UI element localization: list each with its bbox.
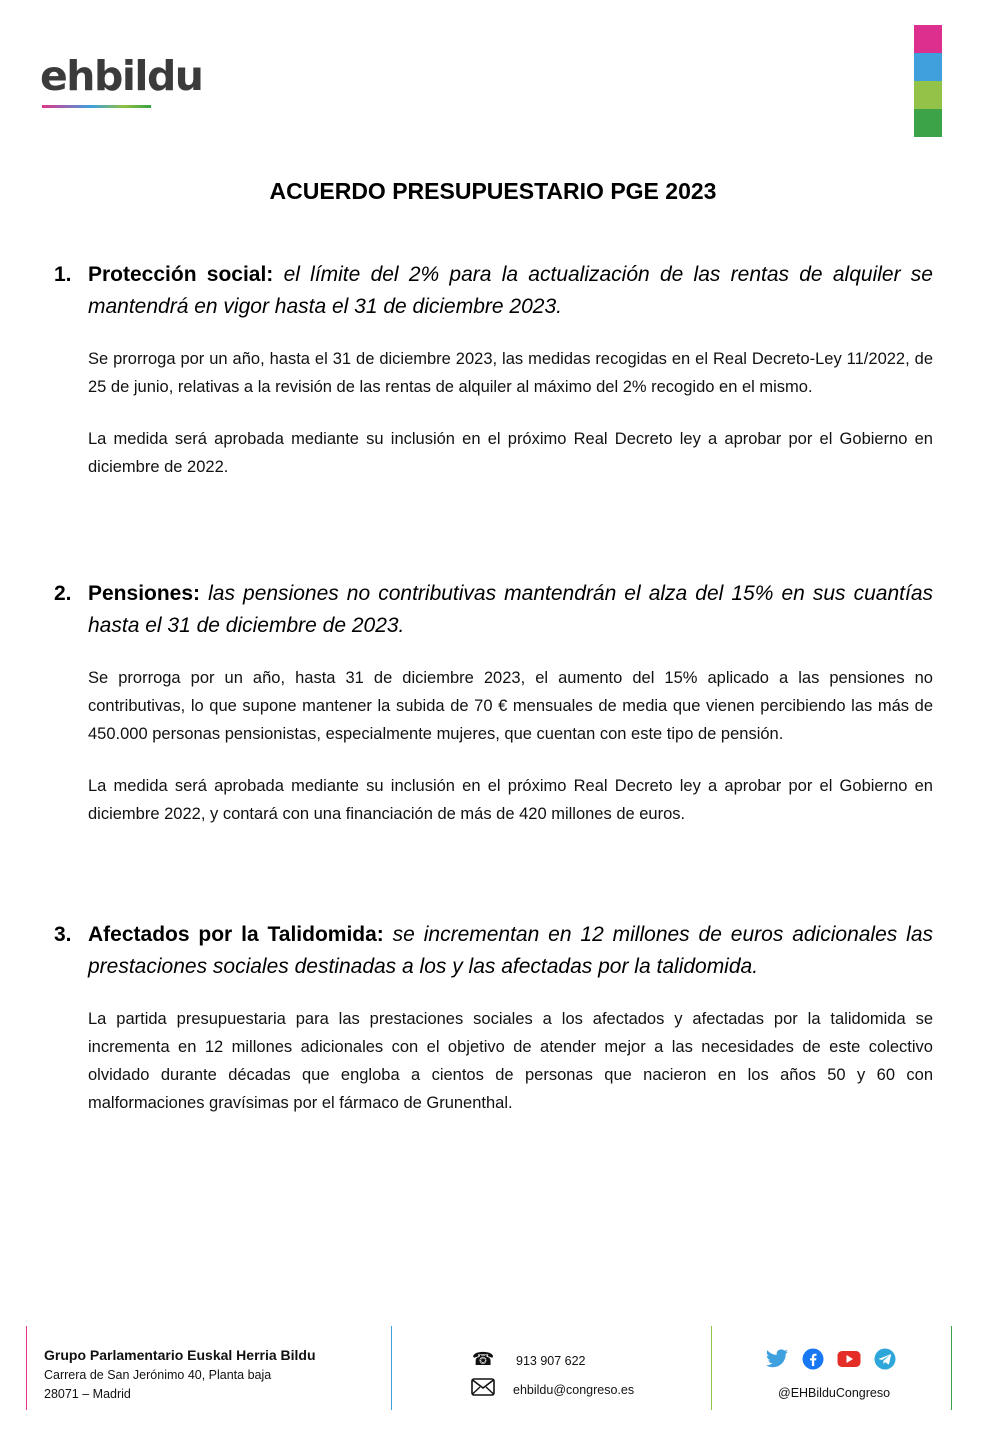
section-paragraph: Se prorroga por un año, hasta 31 de diciembre 2023, el aumento del 15% aplicado a las pensiones no contributivas, lo que supone mantener la subida de 70 € mensuales de media que vienen percibiendo las más de 450.000 personas pensionistas, especialmente mujeres, que cuentan con este tipo de pensión. — [88, 669, 933, 743]
section-number: 3. — [54, 923, 72, 946]
section-label: Protección social: — [88, 263, 274, 286]
section-label: Afectados por la Talidomida: — [88, 923, 384, 946]
footer-org-name: Grupo Parlamentario Euskal Herria Bildu — [44, 1347, 316, 1363]
section-summary: el límite del 2% para la actualización de las rentas de alquiler se mantendrá en vigor hasta el 31 de diciembre 2023. — [88, 263, 933, 318]
section-talidomida — [54, 919, 933, 1117]
facebook-icon[interactable] — [800, 1348, 826, 1370]
section-paragraph: La medida será aprobada mediante su inclusión en el próximo Real Decreto ley a aprobar por el Gobierno en diciembre de 2022. — [88, 430, 933, 476]
footer-email[interactable]: ehbildu@congreso.es — [513, 1383, 635, 1397]
mail-icon — [471, 1378, 495, 1396]
section-number: 2. — [54, 582, 72, 605]
section-heading — [54, 919, 933, 983]
section-number: 1. — [54, 263, 72, 286]
ehbildu-logo — [40, 50, 220, 112]
footer-divider-lightgreen — [711, 1326, 712, 1410]
footer-address-line1: Carrera de San Jerónimo 40, Planta baja — [44, 1368, 272, 1382]
phone-icon: ☎ — [472, 1349, 495, 1369]
footer-address-line2: 28071 – Madrid — [44, 1387, 131, 1401]
footer-social-handle[interactable]: @EHBilduCongreso — [778, 1386, 891, 1400]
section-paragraph: La medida será aprobada mediante su inclusión en el próximo Real Decreto ley a aprobar por el Gobierno en diciembre 2022, y contará con una financiación de más de 420 millones de euros. — [88, 777, 933, 823]
twitter-icon[interactable] — [764, 1348, 790, 1370]
social-icons — [764, 1348, 898, 1370]
section-pensiones — [54, 578, 933, 828]
document-title: ACUERDO PRESUPUESTARIO PGE 2023 — [269, 178, 717, 204]
section-summary: las pensiones no contributivas mantendrán el alza del 15% en sus cuantías hasta el 31 de diciembre de 2023. — [88, 582, 933, 637]
footer-divider-pink — [26, 1326, 27, 1410]
section-paragraph: Se prorroga por un año, hasta el 31 de diciembre 2023, las medidas recogidas en el Real Decreto-Ley 11/2022, de 25 de junio, relativas a la revisión de las rentas de alquiler al máximo del 2% recogido en el mismo. — [88, 350, 933, 396]
section-paragraph: La partida presupuestaria para las prestaciones sociales a los afectados y afectadas por la talidomida se incrementa en 12 millones adicionales con el objetivo de atender mejor a las necesidades de este colectivo olvidado durante décadas que engloba a cientos de personas que nacieron en los años 50 y 60 con malformaciones gravísimas por el fármaco de Grunenthal. — [88, 1010, 933, 1112]
footer-phone[interactable]: 913 907 622 — [516, 1354, 586, 1368]
section-label: Pensiones: — [88, 582, 201, 605]
brand-color-strip — [914, 25, 942, 137]
logo-text: ehbildu — [40, 52, 203, 100]
footer-divider-green — [951, 1326, 952, 1410]
section-summary: se incrementan en 12 millones de euros adicionales las prestaciones sociales destinadas a los y las afectadas por la talidomida. — [88, 923, 933, 978]
footer-divider-blue — [391, 1326, 392, 1410]
page-footer — [0, 1323, 986, 1413]
color-block-pink — [914, 25, 942, 53]
section-heading — [54, 259, 933, 323]
color-block-green — [914, 109, 942, 137]
logo-underline — [42, 105, 151, 108]
section-heading — [54, 578, 933, 642]
section-proteccion-social — [54, 259, 933, 481]
color-block-lightgreen — [914, 81, 942, 109]
youtube-icon[interactable] — [836, 1348, 862, 1370]
telegram-icon[interactable] — [872, 1348, 898, 1370]
color-block-blue — [914, 53, 942, 81]
